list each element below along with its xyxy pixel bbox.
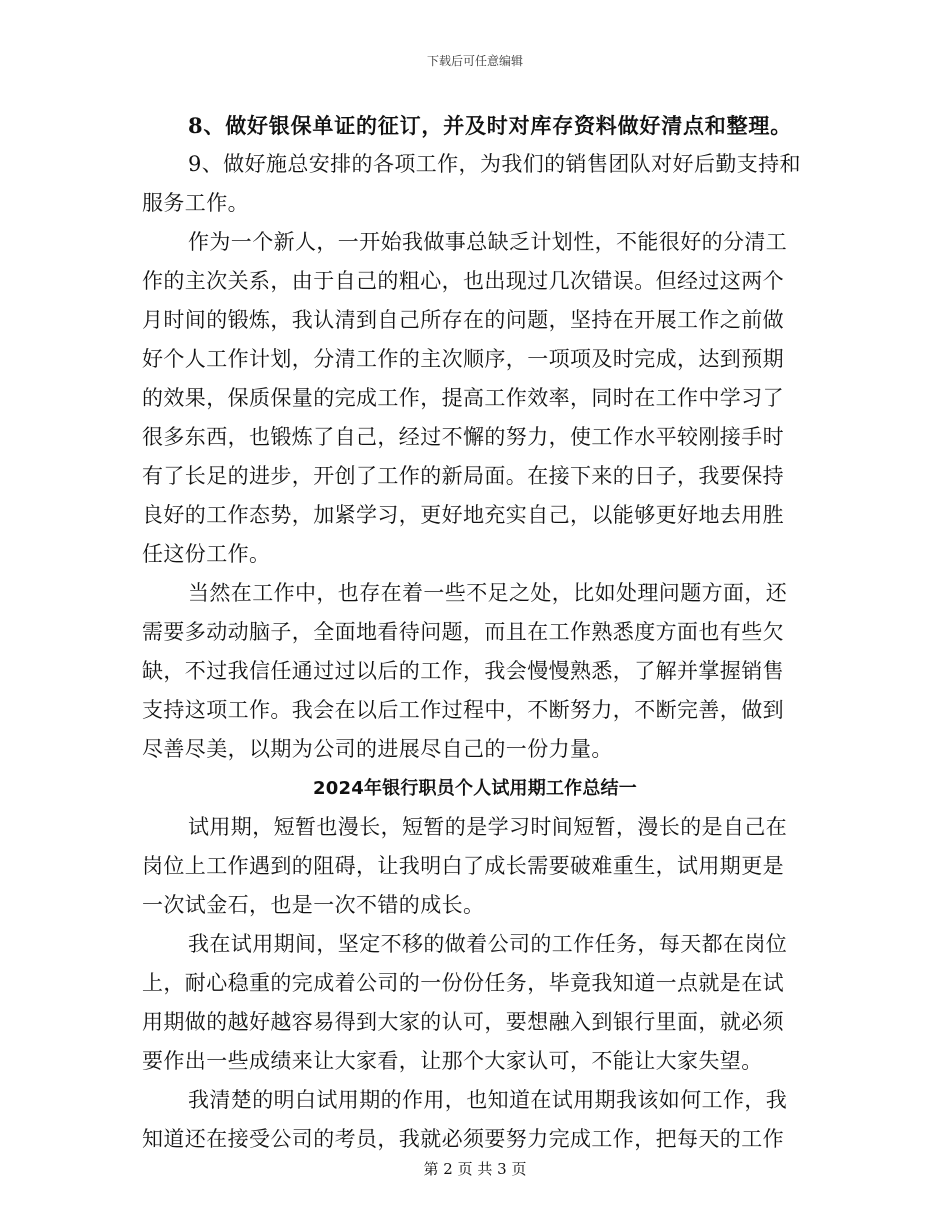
list-item-8: 8、做好银保单证的征订，并及时对库存资料做好清点和整理。 [188,113,793,138]
text-line: 缺，不过我信任通过过以后的工作，我会慢慢熟悉，了解并掌握销售 [142,659,784,683]
text-line: 需要多动动脑子，全面地看待问题，而且在工作熟悉度方面也有些欠 [142,620,784,644]
text-line: 要作出一些成绩来让大家看，让那个大家认可，不能让大家失望。 [142,1049,763,1073]
text-line: 好个人工作计划，分清工作的主次顺序，一项项及时完成，达到预期 [142,347,784,371]
text-line: 支持这项工作。我会在以后工作过程中，不断努力，不断完善，做到 [142,698,784,722]
list-item-9: 9、做好施总安排的各项工作，为我们的销售团队对好后勤支持和 [188,152,801,176]
page-header-note: 下载后可任意编辑 [426,54,523,68]
text-line: 月时间的锻炼，我认清到自己所存在的问题，坚持在开展工作之前做 [142,308,784,332]
text-line: 良好的工作态势，加紧学习，更好地充实自己，以能够更好地去用胜 [142,503,784,527]
paragraph-start: 试用期，短暂也漫长，短暂的是学习时间短暂，漫长的是自己在 [188,815,788,839]
page-number: 第 2 页 共 3 页 [423,1160,527,1178]
text-line: 作的主次关系，由于自己的粗心，也出现过几次错误。但经过这两个 [142,269,784,293]
text-line: 知道还在接受公司的考员，我就必须要努力完成工作，把每天的工作 [142,1127,784,1151]
text-line: 任这份工作。 [142,542,271,566]
text-line: 很多东西，也锻炼了自己，经过不懈的努力，使工作水平较刚接手时 [142,425,784,449]
text-line: 一次试金石，也是一次不错的成长。 [142,893,485,917]
paragraph-start: 当然在工作中，也存在着一些不足之处，比如处理问题方面，还 [188,581,788,605]
text-line: 上，耐心稳重的完成着公司的一份份任务，毕竟我知道一点就是在试 [142,971,784,995]
text-line: 尽善尽美，以期为公司的进展尽自己的一份力量。 [142,737,613,761]
text-line: 服务工作。 [142,191,249,215]
section-heading: 2024年银行职员个人试用期工作总结一 [313,778,637,799]
paragraph-start: 我清楚的明白试用期的作用，也知道在试用期我该如何工作，我 [188,1088,788,1112]
text-line: 用期做的越好越容易得到大家的认可，要想融入到银行里面，就必须 [142,1010,784,1034]
paragraph-start: 作为一个新人，一开始我做事总缺乏计划性，不能很好的分清工 [188,230,788,254]
paragraph-start: 我在试用期间，坚定不移的做着公司的工作任务，每天都在岗位 [188,932,788,956]
document-body [142,106,808,1159]
text-line: 的效果，保质保量的完成工作，提高工作效率，同时在工作中学习了 [142,386,784,410]
text-line: 岗位上工作遇到的阻碍，让我明白了成长需要破难重生，试用期更是 [142,854,784,878]
text-line: 有了长足的进步，开创了工作的新局面。在接下来的日子，我要保持 [142,464,784,488]
